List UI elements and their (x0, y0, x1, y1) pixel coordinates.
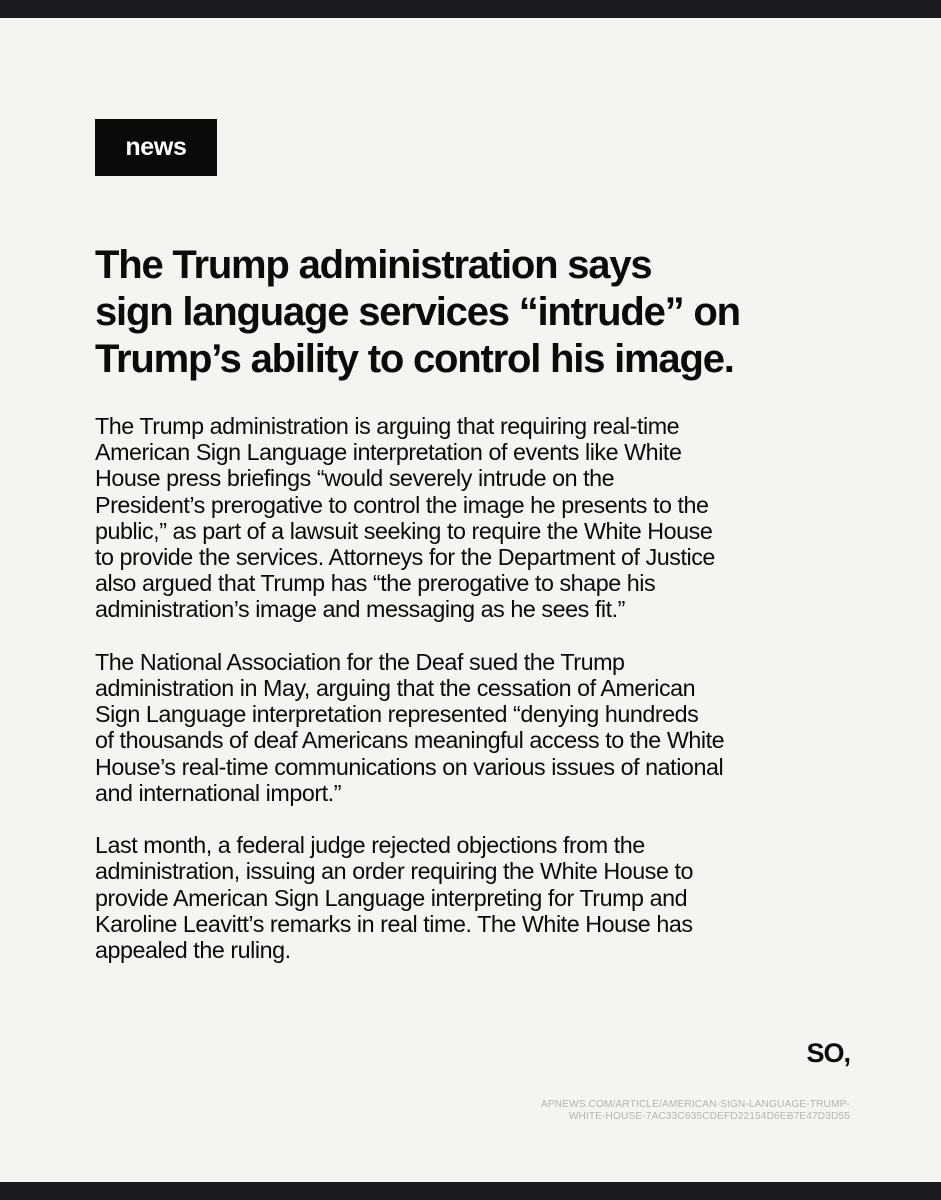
paragraph-2 (95, 649, 885, 806)
article-body (95, 413, 885, 989)
body-line: administration’s image and messaging as he sees fit.” (95, 596, 625, 623)
body-line: provide American Sign Language interpreting for Trump and (95, 884, 688, 911)
headline-line: The Trump administration says (95, 243, 652, 287)
body-line: The National Association for the Deaf sued the Trump (95, 648, 625, 675)
body-line: also argued that Trump has “the prerogative to shape his (95, 570, 656, 597)
body-line: public,” as part of a lawsuit seeking to require the White House (95, 517, 713, 544)
headline-line: sign language services “intrude” on (95, 290, 740, 334)
body-line: of thousands of deaf Americans meaningful access to the White (95, 727, 725, 754)
source-url (420, 1099, 850, 1123)
body-line: appealed the ruling. (95, 937, 291, 964)
body-line: administration in May, arguing that the cessation of American (95, 675, 696, 702)
body-line: administration, issuing an order requiring the White House to (95, 858, 694, 885)
body-line: President’s prerogative to control the image he presents to the (95, 491, 709, 518)
body-line: Karoline Leavitt’s remarks in real time. The White House has (95, 910, 693, 937)
source-url-line: WHITE-HOUSE-7AC33C635CDEFD22154D6EB7E47D3D55 (568, 1111, 850, 1122)
body-line: Sign Language interpretation represented “denying hundreds (95, 701, 699, 728)
body-line: The Trump administration is arguing that requiring real-time (95, 413, 680, 439)
top-frame-bar (0, 0, 941, 18)
body-line: to provide the services. Attorneys for the Department of Justice (95, 544, 715, 571)
body-line: American Sign Language interpretation of events like White (95, 439, 682, 466)
source-url-line: APNEWS.COM/ARTICLE/AMERICAN-SIGN-LANGUAGE-TRUMP- (540, 1099, 850, 1110)
body-line: Last month, a federal judge rejected objections from the (95, 832, 645, 859)
brand-logo: SO, (806, 1038, 850, 1068)
headline-line: Trump’s ability to control his image. (95, 337, 734, 381)
body-line: House press briefings “would severely intrude on the (95, 465, 615, 492)
body-line: and international import.” (95, 779, 341, 806)
paragraph-3 (95, 832, 885, 963)
bottom-frame-bar (0, 1182, 941, 1200)
category-tag: news (95, 119, 217, 176)
body-line: House’s real-time communications on various issues of national (95, 753, 724, 780)
headline (95, 242, 895, 383)
paragraph-1 (95, 413, 885, 623)
